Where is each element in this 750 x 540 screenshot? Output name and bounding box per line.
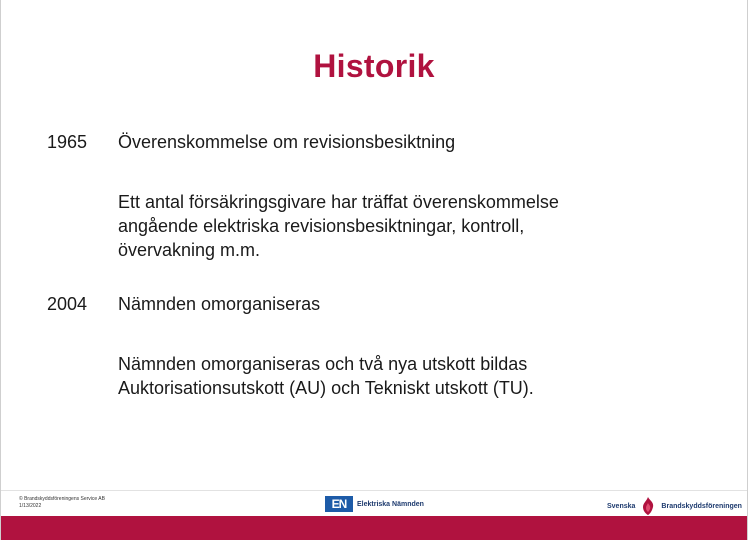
slide-title: Historik — [313, 48, 435, 84]
slide-date: 1/13/2022 — [19, 503, 42, 509]
entry-description-2004 — [118, 352, 678, 400]
entry-description-1965 — [118, 190, 678, 262]
footer-divider — [1, 490, 747, 491]
description-line: Ett antal försäkringsgivare har träffat överenskommelse — [118, 192, 559, 212]
footer-accent-bar — [1, 516, 747, 540]
flame-icon — [638, 496, 658, 516]
en-logo-mark: EN — [325, 496, 353, 512]
entry-year-2004: 2004 — [47, 294, 88, 314]
entry-heading-1965: Överenskommelse om revisionsbesiktning — [118, 132, 456, 152]
copyright-text: © Brandskyddsföreningens Service AB — [19, 496, 105, 502]
en-logo-text: Elektriska Nämnden — [357, 500, 424, 508]
description-line: Auktorisationsutskott (AU) och Tekniskt utskott (TU). — [118, 378, 534, 398]
copyright-notice — [19, 496, 105, 510]
sb-logo-right-text: Brandskyddsföreningen — [661, 502, 742, 510]
sb-logo-left-text: Svenska — [607, 502, 636, 510]
description-line: övervakning m.m. — [118, 240, 261, 260]
entry-heading-2004: Nämnden omorganiseras — [118, 294, 321, 314]
entry-year-1965: 1965 — [47, 132, 88, 152]
description-line: Nämnden omorganiseras och två nya utskott bildas — [118, 354, 528, 374]
description-line: angående elektriska revisionsbesiktningar, kontroll, — [118, 216, 525, 236]
elektriska-namnden-logo — [325, 496, 424, 512]
brandskyddsforeningen-logo — [607, 496, 742, 516]
